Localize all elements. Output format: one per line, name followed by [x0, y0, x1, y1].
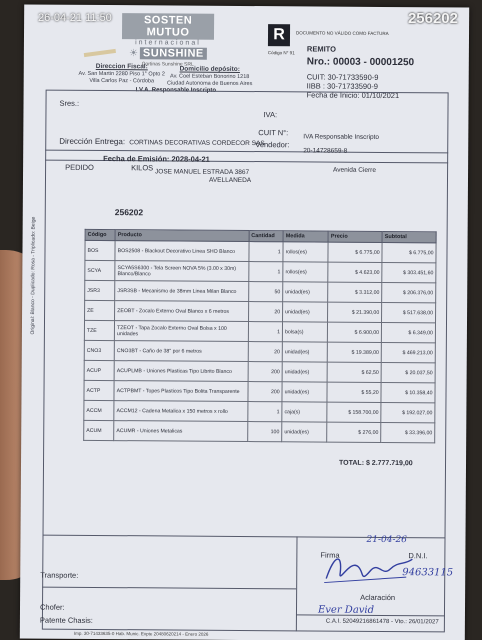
- cell-cantidad: 200: [248, 382, 283, 402]
- cai-number: C.A.I. 52049216861478 - Vto.: 26/01/2027: [325, 618, 439, 626]
- cell-precio: $ 19.389,00: [328, 342, 382, 362]
- doc-number: Nro.: 00003 - 00001250: [306, 56, 415, 69]
- cell-medida: unidad(es): [283, 302, 328, 322]
- deposit-address: [164, 65, 256, 88]
- cell-medida: rollos(es): [283, 242, 328, 262]
- handwritten-name: Ever David: [317, 604, 375, 616]
- cell-codigo: JSR3: [85, 280, 115, 300]
- cell-codigo: SCYA: [85, 260, 115, 280]
- cell-codigo: BOS: [85, 240, 115, 260]
- iva-value: IVA Responsable Inscripto: [303, 133, 380, 141]
- cell-producto: ACTPBMT - Topes Plasticos Tipo Bolita Transparente: [114, 381, 248, 402]
- cell-codigo: ZE: [85, 300, 115, 320]
- cell-codigo: ACUM: [84, 420, 114, 440]
- cell-codigo: ACTP: [84, 380, 114, 400]
- aclaracion-label: Aclaración: [360, 592, 396, 603]
- cell-medida: unidad(es): [282, 422, 327, 442]
- cell-producto: JSR3SB - Mecanismo de 38mm Linea Milan Blanco: [115, 281, 249, 302]
- cuit-label: CUIT N°:: [258, 128, 289, 138]
- cell-medida: bolsa(s): [282, 322, 327, 342]
- cell-producto: TZEOT - Tapa Zocalo Externo Oval Bolsa x 100 unidades: [115, 321, 249, 342]
- table-row: [85, 240, 436, 262]
- cell-precio: $ 62,50: [327, 362, 381, 382]
- col-precio: Precio: [328, 231, 382, 242]
- cell-codigo: ACUP: [84, 360, 114, 380]
- cell-codigo: CNO3: [84, 340, 114, 360]
- sun-icon: ☀: [128, 47, 138, 59]
- cell-producto: ACCM12 - Cadena Metalica x 150 metros x rollo: [114, 401, 248, 422]
- doc-cuit: CUIT: 30-71733590-9: [306, 72, 379, 82]
- brand-intl: internacional: [135, 39, 201, 47]
- transport-label: Transporte:: [40, 570, 79, 580]
- cell-codigo: ACCM: [84, 400, 114, 420]
- cell-precio: $ 55,20: [327, 382, 381, 402]
- paperclip: [84, 49, 116, 57]
- cell-cantidad: 20: [248, 342, 283, 362]
- cell-producto: ACUMR - Uniones Metalicas: [114, 421, 248, 442]
- cell-cantidad: 100: [247, 422, 282, 442]
- iva-label: IVA:: [263, 110, 278, 120]
- deposit-line2: Ciudad Autonoma de Buenos Aires: [166, 80, 253, 88]
- fiscal-title: Direccion Fiscal:: [95, 62, 148, 71]
- header-3: Avenida Cierre: [333, 166, 376, 174]
- doc-start-date: Fecha de Inicio: 01/10/2021: [306, 90, 400, 101]
- company-logo: [122, 13, 214, 68]
- dni-label: D.N.I.: [408, 551, 428, 561]
- cell-precio: $ 276,00: [327, 422, 381, 442]
- cell-precio: $ 6.900,00: [328, 322, 382, 342]
- print-info: Imp. 30-71433635-0 Hab. Munic. Expte 20480620214 - Enero 2026: [73, 630, 209, 637]
- delivery-label: Dirección Entrega:: [59, 136, 126, 147]
- delivery-value: CORTINAS DECORATIVAS CORDECOR SAS: [129, 139, 265, 148]
- table-row: [84, 400, 435, 422]
- driver-label: Chofer:: [39, 602, 65, 612]
- table-row: [84, 380, 435, 402]
- doc-type: REMITO: [306, 44, 336, 54]
- cell-codigo: TZE: [84, 320, 114, 340]
- fiscal-line2: Villa Carlos Paz - Córdoba: [89, 77, 155, 85]
- doc-letter-box: R: [268, 24, 290, 46]
- cell-subtotal: $ 20.037,50: [381, 362, 435, 382]
- cell-precio: $ 6.775,00: [328, 242, 382, 262]
- pedido-label: PEDIDO: [65, 162, 94, 172]
- brand-top: SOSTEN MUTUO: [122, 13, 214, 40]
- cell-producto: BOS2508 - Blackout Decorativo Linea SHO Blanco: [115, 241, 249, 262]
- cell-subtotal: $ 517.638,00: [382, 302, 436, 322]
- deposit-title: Domicilio depósito:: [179, 65, 240, 73]
- cell-subtotal: $ 206.376,00: [382, 282, 436, 302]
- cell-medida: unidad(es): [283, 282, 328, 302]
- cell-precio: $ 21.390,00: [328, 302, 382, 322]
- cell-medida: unidad(es): [282, 342, 327, 362]
- cell-precio: $ 3.312,00: [328, 282, 382, 302]
- kilos-label: KILOS: [131, 163, 154, 173]
- receiver-name: JOSE MANUEL ESTRADA 3867: [155, 168, 250, 177]
- cell-cantidad: 20: [248, 302, 283, 322]
- remito-document: [20, 4, 469, 640]
- table-row: [84, 420, 435, 442]
- deposit-line1: Av. Coel Esteban Bonorino 1218: [170, 73, 250, 81]
- table-row: [85, 300, 436, 322]
- col-producto: Producto: [115, 230, 249, 242]
- cell-medida: caja(s): [282, 402, 327, 422]
- cell-producto: ZEOBT - Zocalo Externo Oval Blanco x 6 metros: [115, 301, 249, 322]
- table-row: [85, 280, 436, 302]
- fiscal-address: [76, 63, 168, 86]
- table-row: [84, 320, 435, 342]
- issue-date: Fecha de Emisión: 2028-04-21: [103, 154, 210, 164]
- timestamp-overlay: 26-04-21 11:50: [38, 12, 112, 24]
- cell-precio: $ 158.700,00: [327, 402, 381, 422]
- col-medida: Medida: [283, 231, 328, 242]
- plate-label: Patente Chasis:: [39, 615, 93, 625]
- handwritten-dni: 94633115: [402, 567, 454, 579]
- doc-iibb: IIBB : 30-71733590-9: [306, 81, 378, 91]
- cell-precio: $ 4.623,00: [328, 262, 382, 282]
- copy-colors-note: Original: Blanco - Duplicado: Rosa - Triplicado: Beige: [29, 216, 37, 335]
- fiscal-line1: Av. San Martin 2280 Piso 1° Opto 2: [78, 70, 165, 78]
- cell-subtotal: $ 192.027,00: [381, 402, 435, 422]
- sres-label: Sres.:: [59, 98, 80, 108]
- cell-cantidad: 1: [248, 322, 283, 342]
- cell-subtotal: $ 33.396,00: [381, 422, 435, 442]
- cell-medida: rollos(es): [283, 262, 328, 282]
- col-cantidad: Cantidad: [249, 231, 284, 242]
- brand-sub: Cortinas Sunshine SRL: [141, 61, 194, 68]
- brand-logo: [122, 47, 214, 60]
- cell-subtotal: $ 303.451,60: [382, 262, 436, 282]
- cell-producto: SCYA5S6300 - Tela Screen NOVA 5% (3.00 x 30m) Blanco/Blanco: [115, 261, 249, 282]
- cell-subtotal: $ 10.358,40: [381, 382, 435, 402]
- total-amount: TOTAL: $ 2.777.719,00: [338, 459, 413, 468]
- cell-producto: ACUPLMB - Uniones Plasticas Tipo Librito Blanco: [114, 361, 248, 382]
- cell-cantidad: 1: [249, 242, 284, 262]
- cell-medida: unidad(es): [282, 362, 327, 382]
- handwritten-date: 21-04-26: [366, 534, 407, 546]
- cell-cantidad: 1: [247, 402, 282, 422]
- table-row: [85, 260, 436, 282]
- cell-subtotal: $ 6.349,00: [382, 322, 436, 342]
- table-row: [84, 360, 435, 382]
- doc-codigo: Código N° 91: [267, 50, 295, 56]
- order-number: 256202: [114, 207, 144, 218]
- cell-medida: unidad(es): [282, 382, 327, 402]
- cell-cantidad: 1: [248, 262, 283, 282]
- items-table: [83, 229, 436, 443]
- firma-label: Firma: [320, 550, 340, 560]
- not-valid-note: DOCUMENTO NO VÁLIDO COMO FACTURA: [296, 30, 389, 36]
- seller-label: Vendedor:: [255, 140, 290, 150]
- col-subtotal: Subtotal: [382, 231, 436, 242]
- cell-cantidad: 200: [248, 362, 283, 382]
- id-overlay: 256202: [407, 10, 458, 27]
- iva-status: I.V.A. Responsable Inscripto: [135, 87, 217, 94]
- receiver-city: AVELLANEDA: [208, 176, 252, 185]
- col-codigo: Código: [85, 229, 115, 240]
- brand-logo-text: SUNSHINE: [140, 47, 207, 59]
- cell-subtotal: $ 469.213,00: [381, 342, 435, 362]
- seller-value: 20-14728659-8: [303, 147, 348, 155]
- cell-cantidad: 50: [248, 282, 283, 302]
- cell-subtotal: $ 6.775,00: [382, 242, 436, 262]
- table-row: [84, 340, 435, 362]
- cell-producto: CNO3BT - Caño de 38" por 6 metros: [114, 341, 248, 362]
